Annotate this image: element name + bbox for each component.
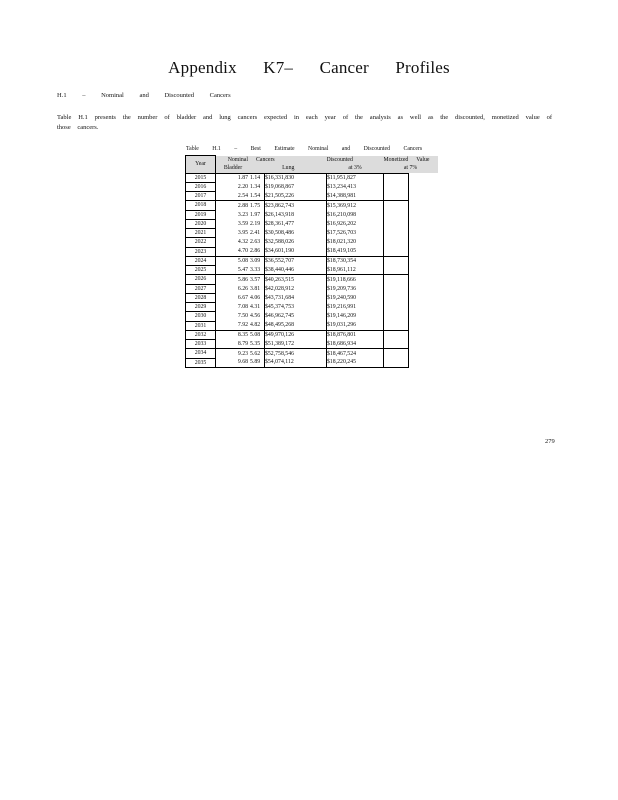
cell-year: 2026 bbox=[186, 275, 216, 284]
cell-bladder: 8.79 bbox=[237, 340, 248, 347]
cell-bladder: 2.88 bbox=[216, 201, 251, 210]
cell-year: 2015 bbox=[186, 173, 216, 182]
cell-lung: 2.86 bbox=[250, 247, 265, 256]
cell-monetized bbox=[384, 210, 409, 219]
cell-discounted-7: $17,526,703 bbox=[327, 229, 384, 238]
cell-lung: 3.57 bbox=[250, 275, 265, 284]
cell-bladder: 6.67 bbox=[237, 294, 248, 301]
cell-lung: 4.06 bbox=[250, 293, 265, 302]
cell-discounted-7: $18,419,105 bbox=[327, 247, 384, 256]
cell-bladder: 9.23 bbox=[216, 349, 251, 358]
cell-monetized bbox=[384, 358, 409, 367]
cell-year: 2034 bbox=[186, 349, 216, 358]
cell-year: 2029 bbox=[186, 303, 216, 312]
table-row bbox=[186, 312, 438, 321]
header-value: Value bbox=[408, 156, 437, 165]
cell-year: 2032 bbox=[186, 330, 216, 339]
cell-monetized bbox=[384, 293, 409, 302]
cell-discounted-3: $49,970,126 bbox=[265, 330, 327, 339]
cell-year: 2016 bbox=[186, 182, 216, 191]
cell-monetized bbox=[384, 266, 409, 275]
cell-lung: 5.35 bbox=[250, 340, 265, 349]
cell-year: 2020 bbox=[186, 219, 216, 228]
cell-lung: 4.31 bbox=[250, 303, 265, 312]
cell-year: 2019 bbox=[186, 210, 216, 219]
cell-bladder: 7.50 bbox=[237, 313, 248, 320]
cell-bladder: 3.59 bbox=[237, 220, 248, 227]
table-caption: Table H.1 – Best Estimate Nominal and Discounted Cancers bbox=[186, 146, 423, 152]
cell-discounted-3: $52,758,546 bbox=[265, 349, 327, 358]
cell-discounted-7: $19,118,666 bbox=[327, 275, 384, 284]
cell-discounted-3: $32,588,026 bbox=[265, 238, 327, 247]
cell-lung: 3.33 bbox=[250, 266, 265, 275]
table-row bbox=[186, 238, 438, 247]
table-header-row-1 bbox=[186, 156, 438, 165]
cell-year: 2035 bbox=[186, 358, 216, 367]
cell-discounted-7: $15,369,912 bbox=[327, 201, 384, 210]
cell-discounted-3: $36,552,707 bbox=[265, 256, 327, 265]
cell-lung: 5.62 bbox=[250, 349, 265, 358]
cell-discounted-3: $30,508,486 bbox=[265, 229, 327, 238]
cell-discounted-3: $43,731,684 bbox=[265, 293, 327, 302]
table-row bbox=[186, 349, 438, 358]
cell-discounted-3: $48,495,268 bbox=[265, 321, 327, 330]
cell-year: 2028 bbox=[186, 293, 216, 302]
cell-bladder: 3.95 bbox=[237, 230, 248, 236]
cell-lung: 1.54 bbox=[250, 192, 265, 201]
cell-bladder: 4.70 bbox=[237, 248, 248, 255]
cell-year: 2027 bbox=[186, 284, 216, 293]
cell-monetized bbox=[384, 256, 409, 265]
cell-monetized bbox=[384, 275, 409, 284]
cell-discounted-3: $46,962,745 bbox=[265, 312, 327, 321]
cell-year: 2023 bbox=[186, 247, 216, 256]
cell-monetized bbox=[384, 201, 409, 210]
cell-discounted-3: $45,374,753 bbox=[265, 303, 327, 312]
table-row bbox=[186, 293, 438, 302]
cell-lung: 1.14 bbox=[250, 173, 265, 182]
cell-discounted-7: $18,686,934 bbox=[327, 340, 384, 349]
cell-monetized bbox=[384, 173, 409, 182]
cell-discounted-7: $18,467,524 bbox=[327, 349, 384, 358]
cell-discounted-7: $18,730,354 bbox=[327, 256, 384, 265]
cell-lung: 1.97 bbox=[250, 210, 265, 219]
header-at3: at 3% bbox=[327, 164, 384, 173]
header-at7: at 7% bbox=[384, 164, 438, 173]
table-row bbox=[186, 330, 438, 339]
table-row bbox=[186, 284, 438, 293]
cell-discounted-7: $18,021,320 bbox=[327, 238, 384, 247]
table-row bbox=[186, 210, 438, 219]
cell-discounted-3: $16,331,830 bbox=[265, 173, 327, 182]
cell-discounted-3: $51,389,172 bbox=[265, 340, 327, 349]
cell-year: 2018 bbox=[186, 201, 216, 210]
cell-monetized bbox=[384, 192, 409, 201]
cell-discounted-7: $19,240,590 bbox=[327, 293, 384, 302]
cell-discounted-3: $19,068,867 bbox=[265, 182, 327, 191]
section-heading: H.1 – Nominal and Discounted Cancers bbox=[57, 92, 231, 99]
cell-discounted-3: $28,361,477 bbox=[265, 219, 327, 228]
cell-monetized bbox=[384, 349, 409, 358]
cell-year: 2021 bbox=[186, 229, 216, 238]
cell-discounted-7: $19,209,736 bbox=[327, 284, 384, 293]
cell-year: 2025 bbox=[186, 266, 216, 275]
table-row bbox=[186, 358, 438, 367]
table-row bbox=[186, 229, 438, 238]
cell-lung: 4.82 bbox=[250, 321, 265, 330]
header-cancers: Cancers bbox=[250, 156, 327, 165]
intro-paragraph: Table H.1 presents the number of bladder and lung cancers expected in each year of the analysis as well as the discounted, monetized value of those cancers. bbox=[57, 114, 552, 131]
table-row bbox=[186, 182, 438, 191]
cell-discounted-7: $18,876,801 bbox=[327, 330, 384, 339]
table-row bbox=[186, 192, 438, 201]
cell-monetized bbox=[384, 247, 409, 256]
cell-bladder: 7.08 bbox=[237, 304, 248, 310]
cell-bladder: 5.47 bbox=[237, 266, 248, 273]
table-row bbox=[186, 303, 438, 312]
page-title: Appendix K7– Cancer Profiles bbox=[168, 58, 450, 77]
header-lung: Lung bbox=[250, 164, 327, 173]
cell-discounted-3: $40,263,515 bbox=[265, 275, 327, 284]
cell-lung: 3.09 bbox=[250, 256, 265, 265]
cell-monetized bbox=[384, 182, 409, 191]
cell-discounted-3: $34,601,190 bbox=[265, 247, 327, 256]
page-number: 279 bbox=[545, 438, 555, 445]
cell-discounted-7: $19,146,209 bbox=[327, 312, 384, 321]
cell-year: 2033 bbox=[186, 340, 216, 349]
header-nominal: Nominal bbox=[216, 156, 251, 165]
cell-discounted-7: $18,961,112 bbox=[327, 266, 384, 275]
cell-lung: 2.41 bbox=[250, 229, 265, 238]
cell-discounted-3: $42,028,912 bbox=[265, 284, 327, 293]
cell-bladder: 9.68 bbox=[216, 358, 251, 367]
table-row bbox=[186, 340, 438, 349]
cell-monetized bbox=[384, 238, 409, 247]
cell-discounted-3: $21,505,226 bbox=[265, 192, 327, 201]
cell-year: 2017 bbox=[186, 192, 216, 201]
cell-bladder: 3.23 bbox=[237, 211, 248, 218]
cell-bladder: 4.32 bbox=[237, 239, 248, 246]
cell-discounted-7: $19,216,991 bbox=[327, 303, 384, 312]
cell-monetized bbox=[384, 312, 409, 321]
cell-discounted-7: $13,234,413 bbox=[327, 182, 384, 191]
table-row bbox=[186, 256, 438, 265]
cell-bladder: 5.86 bbox=[216, 275, 251, 284]
cell-lung: 5.08 bbox=[250, 330, 265, 339]
cell-lung: 2.19 bbox=[250, 219, 265, 228]
cell-monetized bbox=[384, 284, 409, 293]
cell-bladder: 5.08 bbox=[216, 256, 251, 265]
cell-lung: 1.75 bbox=[250, 201, 265, 210]
header-discounted: Discounted bbox=[327, 156, 384, 165]
table-header-row-2 bbox=[186, 164, 438, 173]
cell-discounted-3: $54,074,112 bbox=[265, 358, 327, 367]
cell-year: 2022 bbox=[186, 238, 216, 247]
table-row bbox=[186, 201, 438, 210]
cell-lung: 4.56 bbox=[250, 312, 265, 321]
header-monetized: Monetized bbox=[383, 156, 409, 163]
cell-lung: 2.63 bbox=[250, 238, 265, 247]
cell-year: 2031 bbox=[186, 321, 216, 330]
cell-bladder: 7.92 bbox=[237, 322, 248, 329]
cell-lung: 5.89 bbox=[250, 358, 265, 367]
cell-bladder: 6.26 bbox=[237, 285, 248, 292]
cell-monetized bbox=[384, 219, 409, 228]
cell-bladder: 2.54 bbox=[237, 192, 248, 199]
header-bladder: Bladder bbox=[216, 164, 251, 173]
cell-discounted-3: $23,862,743 bbox=[265, 201, 327, 210]
cell-discounted-7: $14,388,981 bbox=[327, 192, 384, 201]
cell-lung: 3.81 bbox=[250, 284, 265, 293]
cell-monetized bbox=[384, 321, 409, 330]
cell-discounted-7: $18,220,245 bbox=[327, 358, 384, 367]
cell-bladder: 8.35 bbox=[216, 330, 251, 339]
header-year: Year bbox=[186, 156, 216, 174]
table-row bbox=[186, 266, 438, 275]
cell-bladder: 2.20 bbox=[237, 183, 248, 190]
table-row bbox=[186, 321, 438, 330]
cell-monetized bbox=[384, 340, 409, 349]
cell-discounted-7: $19,031,296 bbox=[327, 321, 384, 330]
cell-monetized bbox=[384, 229, 409, 238]
table-row bbox=[186, 173, 438, 182]
table-row bbox=[186, 247, 438, 256]
table-row bbox=[186, 275, 438, 284]
table-row bbox=[186, 219, 438, 228]
cell-year: 2030 bbox=[186, 312, 216, 321]
cancer-table bbox=[185, 155, 438, 368]
cell-bladder: 1.87 bbox=[216, 173, 251, 182]
cell-discounted-7: $16,210,098 bbox=[327, 210, 384, 219]
cell-monetized bbox=[384, 303, 409, 312]
cell-discounted-3: $38,440,446 bbox=[265, 266, 327, 275]
cell-monetized bbox=[384, 330, 409, 339]
cell-lung: 1.34 bbox=[250, 182, 265, 191]
cell-discounted-7: $16,926,202 bbox=[327, 219, 384, 228]
cell-discounted-3: $26,143,918 bbox=[265, 210, 327, 219]
cell-discounted-7: $11,951,827 bbox=[327, 173, 384, 182]
cell-year: 2024 bbox=[186, 256, 216, 265]
